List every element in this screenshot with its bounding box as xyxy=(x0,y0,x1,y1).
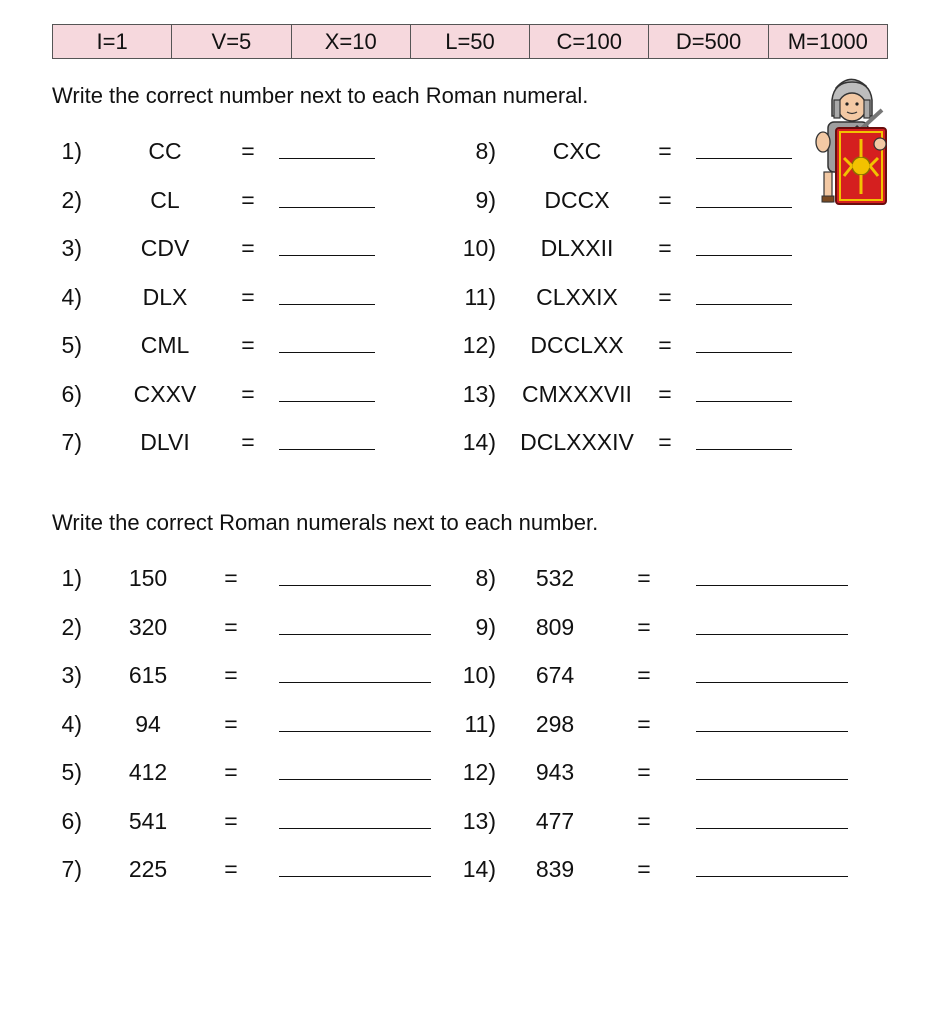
answer-blank[interactable] xyxy=(696,682,848,683)
question-prompt: 943 xyxy=(535,759,575,785)
question-row xyxy=(0,655,944,695)
question-prompt: 809 xyxy=(535,613,575,640)
key-cell: V=5 xyxy=(172,25,291,59)
question-prompt: 477 xyxy=(535,807,575,834)
equals-sign: = xyxy=(224,710,238,737)
question-number: 14) xyxy=(462,856,496,882)
key-cell: M=1000 xyxy=(768,25,887,59)
question-prompt: CXC xyxy=(552,138,602,164)
equals-sign: = xyxy=(224,613,238,640)
question-number: 1) xyxy=(61,138,82,164)
question-number: 8) xyxy=(475,565,496,591)
equals-sign: = xyxy=(241,138,255,164)
equals-sign: = xyxy=(637,662,651,688)
question-row xyxy=(0,374,944,414)
roman-numeral-key-table xyxy=(52,24,888,59)
roman-soldier-illustration xyxy=(810,74,896,208)
question-number: 2) xyxy=(61,186,82,213)
question-number: 11) xyxy=(464,283,496,310)
equals-sign: = xyxy=(658,235,672,261)
question-prompt: DLX xyxy=(142,283,188,310)
key-cell: D=500 xyxy=(649,25,768,59)
answer-blank[interactable] xyxy=(696,158,792,159)
equals-sign: = xyxy=(658,283,672,310)
question-row xyxy=(0,752,944,792)
equals-sign: = xyxy=(637,759,651,785)
equals-sign: = xyxy=(241,235,255,261)
equals-sign: = xyxy=(224,807,238,834)
question-prompt: 532 xyxy=(535,565,575,591)
equals-sign: = xyxy=(637,856,651,882)
equals-sign: = xyxy=(658,186,672,213)
question-prompt: 412 xyxy=(128,759,168,785)
equals-sign: = xyxy=(658,429,672,455)
answer-blank[interactable] xyxy=(696,352,792,353)
equals-sign: = xyxy=(224,662,238,688)
question-number: 3) xyxy=(61,235,82,261)
question-prompt: CXXV xyxy=(133,380,197,407)
question-prompt: 615 xyxy=(128,662,168,688)
question-row xyxy=(0,422,944,462)
question-prompt: 150 xyxy=(128,565,168,591)
key-cell: X=10 xyxy=(291,25,410,59)
question-row xyxy=(0,228,944,268)
answer-blank[interactable] xyxy=(696,449,792,450)
question-prompt: CML xyxy=(140,332,190,358)
question-prompt: 541 xyxy=(128,807,168,834)
question-number: 10) xyxy=(462,662,496,688)
question-row xyxy=(0,558,944,598)
question-prompt: 94 xyxy=(135,710,161,737)
equals-sign: = xyxy=(241,186,255,213)
question-row xyxy=(0,180,944,220)
key-cell: L=50 xyxy=(410,25,529,59)
question-number: 10) xyxy=(462,235,496,261)
equals-sign: = xyxy=(224,759,238,785)
question-prompt: CLXXIX xyxy=(536,283,618,310)
equals-sign: = xyxy=(658,380,672,407)
equals-sign: = xyxy=(637,613,651,640)
section1-instruction: Write the correct number next to each Roman numeral. xyxy=(52,83,589,108)
question-number: 8) xyxy=(475,138,496,164)
question-number: 12) xyxy=(462,332,496,358)
question-prompt: DCCX xyxy=(544,186,610,213)
equals-sign: = xyxy=(637,565,651,591)
question-prompt: CMXXXVII xyxy=(522,380,632,407)
question-prompt: 320 xyxy=(128,613,168,640)
answer-blank[interactable] xyxy=(696,304,792,305)
section2-instruction: Write the correct Roman numerals next to each number. xyxy=(52,510,599,535)
answer-blank[interactable] xyxy=(696,828,848,829)
question-number: 1) xyxy=(61,565,82,591)
equals-sign: = xyxy=(241,332,255,358)
question-number: 4) xyxy=(61,283,82,310)
question-number: 7) xyxy=(61,856,82,882)
question-number: 5) xyxy=(61,759,82,785)
answer-blank[interactable] xyxy=(696,876,848,877)
equals-sign: = xyxy=(224,565,238,591)
key-cell: C=100 xyxy=(530,25,649,59)
question-number: 3) xyxy=(61,662,82,688)
question-number: 9) xyxy=(475,613,496,640)
question-prompt: 225 xyxy=(128,856,168,882)
answer-blank[interactable] xyxy=(696,255,792,256)
question-number: 7) xyxy=(61,429,82,455)
answer-blank[interactable] xyxy=(696,207,792,208)
question-number: 6) xyxy=(61,380,82,407)
question-row xyxy=(0,704,944,744)
question-number: 14) xyxy=(462,429,496,455)
question-prompt: 839 xyxy=(535,856,575,882)
question-number: 5) xyxy=(61,332,82,358)
question-number: 11) xyxy=(464,710,496,737)
question-prompt: DLXXII xyxy=(540,235,614,261)
question-number: 2) xyxy=(61,613,82,640)
equals-sign: = xyxy=(241,283,255,310)
equals-sign: = xyxy=(658,138,672,164)
question-row xyxy=(0,607,944,647)
question-number: 9) xyxy=(475,186,496,213)
key-cell: I=1 xyxy=(53,25,172,59)
question-row xyxy=(0,325,944,365)
question-number: 6) xyxy=(61,807,82,834)
question-prompt: 298 xyxy=(535,710,575,737)
question-row xyxy=(0,131,944,171)
question-prompt: DCLXXXIV xyxy=(520,429,634,455)
equals-sign: = xyxy=(241,429,255,455)
equals-sign: = xyxy=(658,332,672,358)
question-number: 4) xyxy=(61,710,82,737)
equals-sign: = xyxy=(637,710,651,737)
question-prompt: CL xyxy=(150,186,180,213)
question-number: 12) xyxy=(462,759,496,785)
question-prompt: CDV xyxy=(140,235,190,261)
question-number: 13) xyxy=(462,380,496,407)
equals-sign: = xyxy=(241,380,255,407)
equals-sign: = xyxy=(637,807,651,834)
question-prompt: DLVI xyxy=(140,429,190,455)
question-row xyxy=(0,801,944,841)
answer-blank[interactable] xyxy=(696,585,848,586)
question-prompt: DCCLXX xyxy=(530,332,624,358)
answer-blank[interactable] xyxy=(696,731,848,732)
answer-blank[interactable] xyxy=(696,634,848,635)
question-number: 13) xyxy=(462,807,496,834)
question-prompt: 674 xyxy=(535,662,575,688)
question-prompt: CC xyxy=(148,138,182,164)
question-row xyxy=(0,277,944,317)
question-row xyxy=(0,849,944,889)
answer-blank[interactable] xyxy=(696,779,848,780)
equals-sign: = xyxy=(224,856,238,882)
answer-blank[interactable] xyxy=(696,401,792,402)
